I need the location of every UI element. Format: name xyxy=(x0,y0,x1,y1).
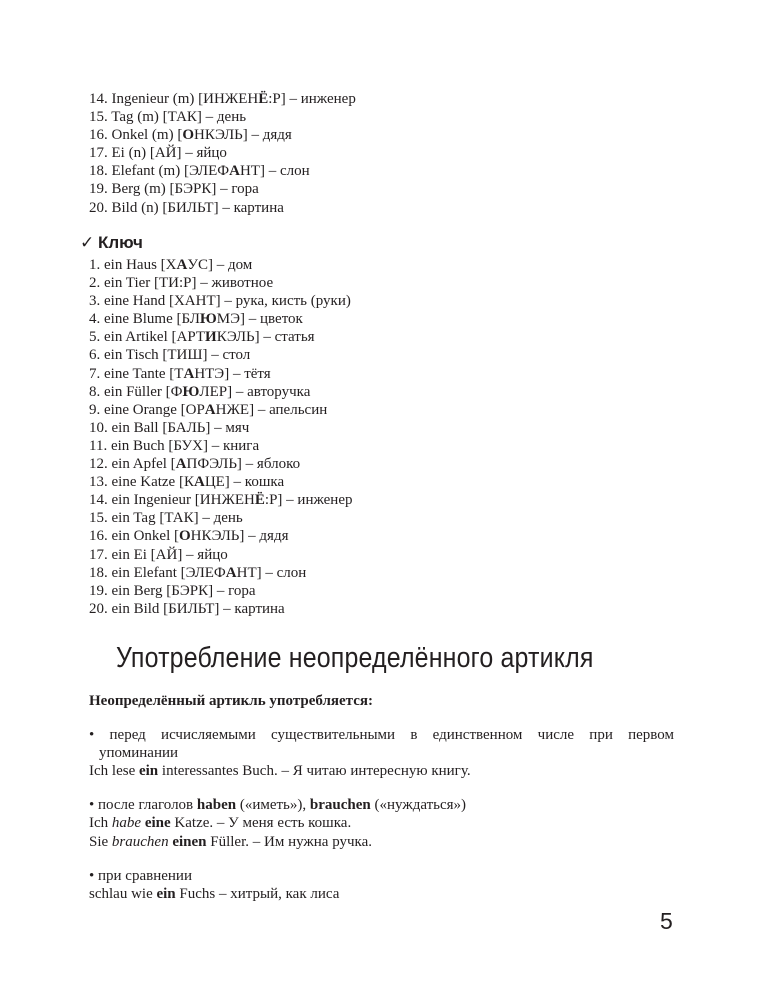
text-segment: ЦЕ] – кошка xyxy=(204,474,285,491)
text-line xyxy=(89,744,674,762)
list-item xyxy=(89,527,353,545)
text-segment: ПФЭЛЬ] – яблоко xyxy=(186,456,301,473)
list-item xyxy=(89,491,353,509)
text-segment: упоминании xyxy=(99,745,179,762)
list-item xyxy=(89,310,353,328)
bold-text: einen xyxy=(172,833,207,850)
text-segment: • после глаголов xyxy=(89,797,197,814)
text-segment: Ich lese xyxy=(89,763,139,780)
key-heading xyxy=(80,233,143,253)
bold-text: Ю xyxy=(182,383,200,400)
text-segment: :Р] – инженер xyxy=(264,492,353,509)
bold-text: А xyxy=(225,564,237,581)
text-segment: 7. eine Tante [Т xyxy=(89,365,184,382)
text-segment: НТЭ] – тётя xyxy=(194,365,271,382)
bold-text: Ё xyxy=(254,492,265,509)
text-line xyxy=(89,726,674,744)
list-item xyxy=(89,292,353,310)
bold-text: И xyxy=(205,329,217,346)
text-segment: НЖЕ] – апельсин xyxy=(215,401,328,418)
section-body xyxy=(89,692,674,919)
list-item xyxy=(89,365,353,383)
bold-text: А xyxy=(176,257,188,273)
text-segment: 3. eine Hand [ХАНТ] – рука, кисть (руки) xyxy=(89,293,351,310)
text-segment: Sie xyxy=(89,833,112,850)
text-segment: 15. Tag (m) [ТАК] – день xyxy=(89,109,247,126)
text-segment: 18. ein Elefant [ЭЛЕФ xyxy=(89,564,226,581)
text-segment: («нуждаться») xyxy=(370,797,467,814)
checkmark-icon: ✓ xyxy=(80,233,95,252)
list-item xyxy=(89,401,353,419)
answer-key-list xyxy=(89,256,353,618)
text-segment: 17. ein Ei [АЙ] – яйцо xyxy=(89,546,228,563)
bold-text: А xyxy=(175,456,187,473)
bold-text: ein xyxy=(156,885,176,902)
bold-text: Ю xyxy=(199,311,217,328)
text-segment: 16. Onkel (m) [ xyxy=(89,127,183,144)
list-item xyxy=(89,383,353,401)
bold-text: А xyxy=(193,474,205,491)
section-title: Употребление неопределённого артикля xyxy=(116,642,594,674)
list-item xyxy=(89,564,353,582)
list-item xyxy=(89,199,356,217)
text-segment: 10. ein Ball [БАЛЬ] – мяч xyxy=(89,419,250,436)
list-item xyxy=(89,180,356,198)
text-line xyxy=(89,833,674,851)
text-segment: interessantes Buch. – Я читаю интересную книгу. xyxy=(158,763,471,780)
text-segment: 8. ein Füller [Ф xyxy=(89,383,183,400)
bold-text: Ё xyxy=(258,91,269,107)
text-segment: 9. eine Orange [ОР xyxy=(89,401,205,418)
text-segment: 20. Bild (n) [БИЛЬТ] – картина xyxy=(89,199,284,216)
text-segment: • при сравнении xyxy=(89,867,192,884)
bold-text: ein xyxy=(138,763,159,780)
text-segment: schlau wie xyxy=(89,885,157,902)
text-line xyxy=(89,762,674,780)
text-segment: НКЭЛЬ] – дядя xyxy=(193,127,292,144)
bold-text: О xyxy=(182,127,194,144)
text-segment: Fuchs – хитрый, как лиса xyxy=(175,885,340,902)
text-segment: 17. Ei (n) [АЙ] – яйцо xyxy=(89,145,227,162)
text-segment: ЛЕР] – авторучка xyxy=(199,383,311,400)
list-item xyxy=(89,328,353,346)
text-segment: 15. ein Tag [ТАК] – день xyxy=(89,510,243,527)
text-segment: 16. ein Onkel [ xyxy=(89,528,179,545)
text-segment: 14. Ingenieur (m) [ИНЖЕН xyxy=(89,91,259,107)
bold-text: А xyxy=(204,401,216,418)
text-segment: 13. eine Katze [К xyxy=(89,474,194,491)
text-segment: • перед исчисляемыми существительными в единственном числе при первом xyxy=(89,727,674,744)
bold-text: А xyxy=(229,163,240,180)
text-line xyxy=(89,885,674,903)
italic-text: brauchen xyxy=(111,833,169,850)
text-segment: 19. Berg (m) [БЭРК] – гора xyxy=(89,181,259,198)
text-segment: УС] – дом xyxy=(187,257,253,273)
bold-text: eine xyxy=(144,815,171,832)
key-title: Ключ xyxy=(98,233,143,252)
text-segment: 1. ein Haus [Х xyxy=(89,257,177,273)
bold-text: Неопределённый артикль употребляется: xyxy=(89,693,374,709)
list-item xyxy=(89,600,353,618)
paragraph xyxy=(89,867,674,903)
text-segment: 6. ein Tisch [ТИШ] – стол xyxy=(89,347,251,364)
list-item xyxy=(89,437,353,455)
text-segment: 4. eine Blume [БЛ xyxy=(89,311,200,328)
bold-text: brauchen xyxy=(309,797,371,814)
list-item xyxy=(89,256,353,274)
list-item xyxy=(89,509,353,527)
text-segment: Füller. – Им нужна ручка. xyxy=(206,833,373,850)
list-item xyxy=(89,473,353,491)
text-segment: 18. Elefant (m) [ЭЛЕФ xyxy=(89,163,230,180)
text-segment: («иметь»), xyxy=(236,797,310,814)
list-item xyxy=(89,144,356,162)
text-segment: КЭЛЬ] – статья xyxy=(216,329,315,346)
list-item xyxy=(89,126,356,144)
list-item xyxy=(89,455,353,473)
paragraph xyxy=(89,726,674,780)
vocabulary-list-continued xyxy=(89,90,356,217)
text-segment: Katze. – У меня есть кошка. xyxy=(170,815,352,832)
bold-text: О xyxy=(178,528,191,545)
text-segment: 5. ein Artikel [АРТ xyxy=(89,329,206,346)
text-segment: 20. ein Bild [БИЛЬТ] – картина xyxy=(89,600,285,617)
paragraph xyxy=(89,692,674,710)
page-number: 5 xyxy=(660,908,673,934)
text-segment: НТ] – слон xyxy=(236,564,307,581)
list-item xyxy=(89,90,356,108)
text-line xyxy=(89,796,674,814)
text-line xyxy=(89,692,674,710)
text-line xyxy=(89,867,674,885)
text-segment: 12. ein Apfel [ xyxy=(89,456,176,473)
bold-text: А xyxy=(183,365,195,382)
italic-text: habe xyxy=(111,815,142,832)
list-item xyxy=(89,108,356,126)
list-item xyxy=(89,162,356,180)
list-item xyxy=(89,274,353,292)
list-item xyxy=(89,419,353,437)
text-segment: 19. ein Berg [БЭРК] – гора xyxy=(89,582,256,599)
list-item xyxy=(89,546,353,564)
text-segment: НТ] – слон xyxy=(239,163,310,180)
text-segment: Ich xyxy=(89,815,112,832)
text-line xyxy=(89,814,674,832)
text-segment: :Р] – инженер xyxy=(268,91,356,107)
text-segment: 2. ein Tier [ТИ:Р] – животное xyxy=(89,275,274,292)
list-item xyxy=(89,582,353,600)
bold-text: haben xyxy=(196,797,237,814)
list-item xyxy=(89,346,353,364)
text-segment: НКЭЛЬ] – дядя xyxy=(190,528,289,545)
text-segment: 14. ein Ingenieur [ИНЖЕН xyxy=(89,492,255,509)
paragraph xyxy=(89,796,674,850)
text-segment: 11. ein Buch [БУХ] – книга xyxy=(89,437,260,454)
text-segment: МЭ] – цветок xyxy=(216,311,303,328)
